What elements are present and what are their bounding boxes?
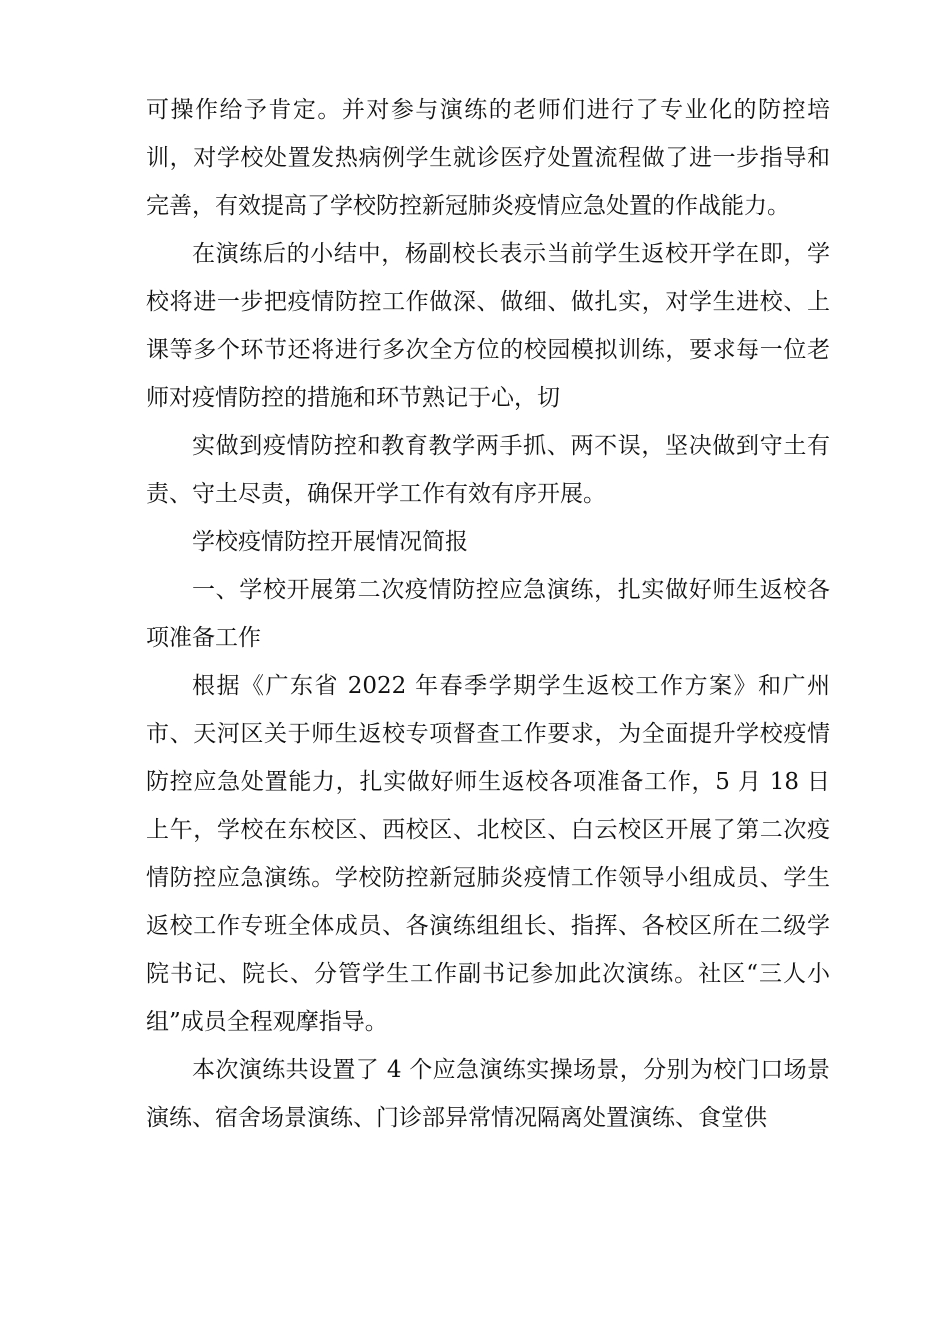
- paragraph-background: 根据《广东省 2022 年春季学期学生返校工作方案》和广州市、天河区关于师生返校专项督查工作要求，为全面提升学校疫情防控应急处置能力，扎实做好师生返校各项准备工作，5 月 18 日上午，学校在东校区、西校区、北校区、白云校区开展了第二次疫情防控应急演练。学校防控新冠肺炎疫情工作领导小组成员、学生返校工作专班全体成员、各演练组组长、指挥、各校区所在二级学院书记、院长、分管学生工作副书记参加此次演练。社区“三人小组”成员全程观摩指导。: [146, 673, 830, 1035]
- paragraph-summary-continued: 实做到疫情防控和教育教学两手抓、两不误，坚决做到守土有责、守土尽责，确保开学工作有效有序开展。: [146, 433, 830, 507]
- paragraph-continuation: 可操作给予肯定。并对参与演练的老师们进行了专业化的防控培训，对学校处置发热病例学生就诊医疗处置流程做了进一步指导和完善，有效提高了学校防控新冠肺炎疫情应急处置的作战能力。: [146, 97, 830, 219]
- paragraph-scenarios: 本次演练共设置了 4 个应急演练实操场景，分别为校门口场景演练、宿舍场景演练、门诊部异常情况隔离处置演练、食堂供: [146, 1057, 830, 1131]
- section-heading: 一、学校开展第二次疫情防控应急演练，扎实做好师生返校各项准备工作: [146, 577, 830, 651]
- section-title: 学校疫情防控开展情况简报: [192, 529, 468, 555]
- paragraph-summary: 在演练后的小结中，杨副校长表示当前学生返校开学在即，学校将进一步把疫情防控工作做深、做细、做扎实，对学生进校、上课等多个环节还将进行多次全方位的校园模拟训练，要求每一位老师对疫情防控的措施和环节熟记于心，切: [146, 241, 830, 411]
- document-body: [146, 86, 830, 1142]
